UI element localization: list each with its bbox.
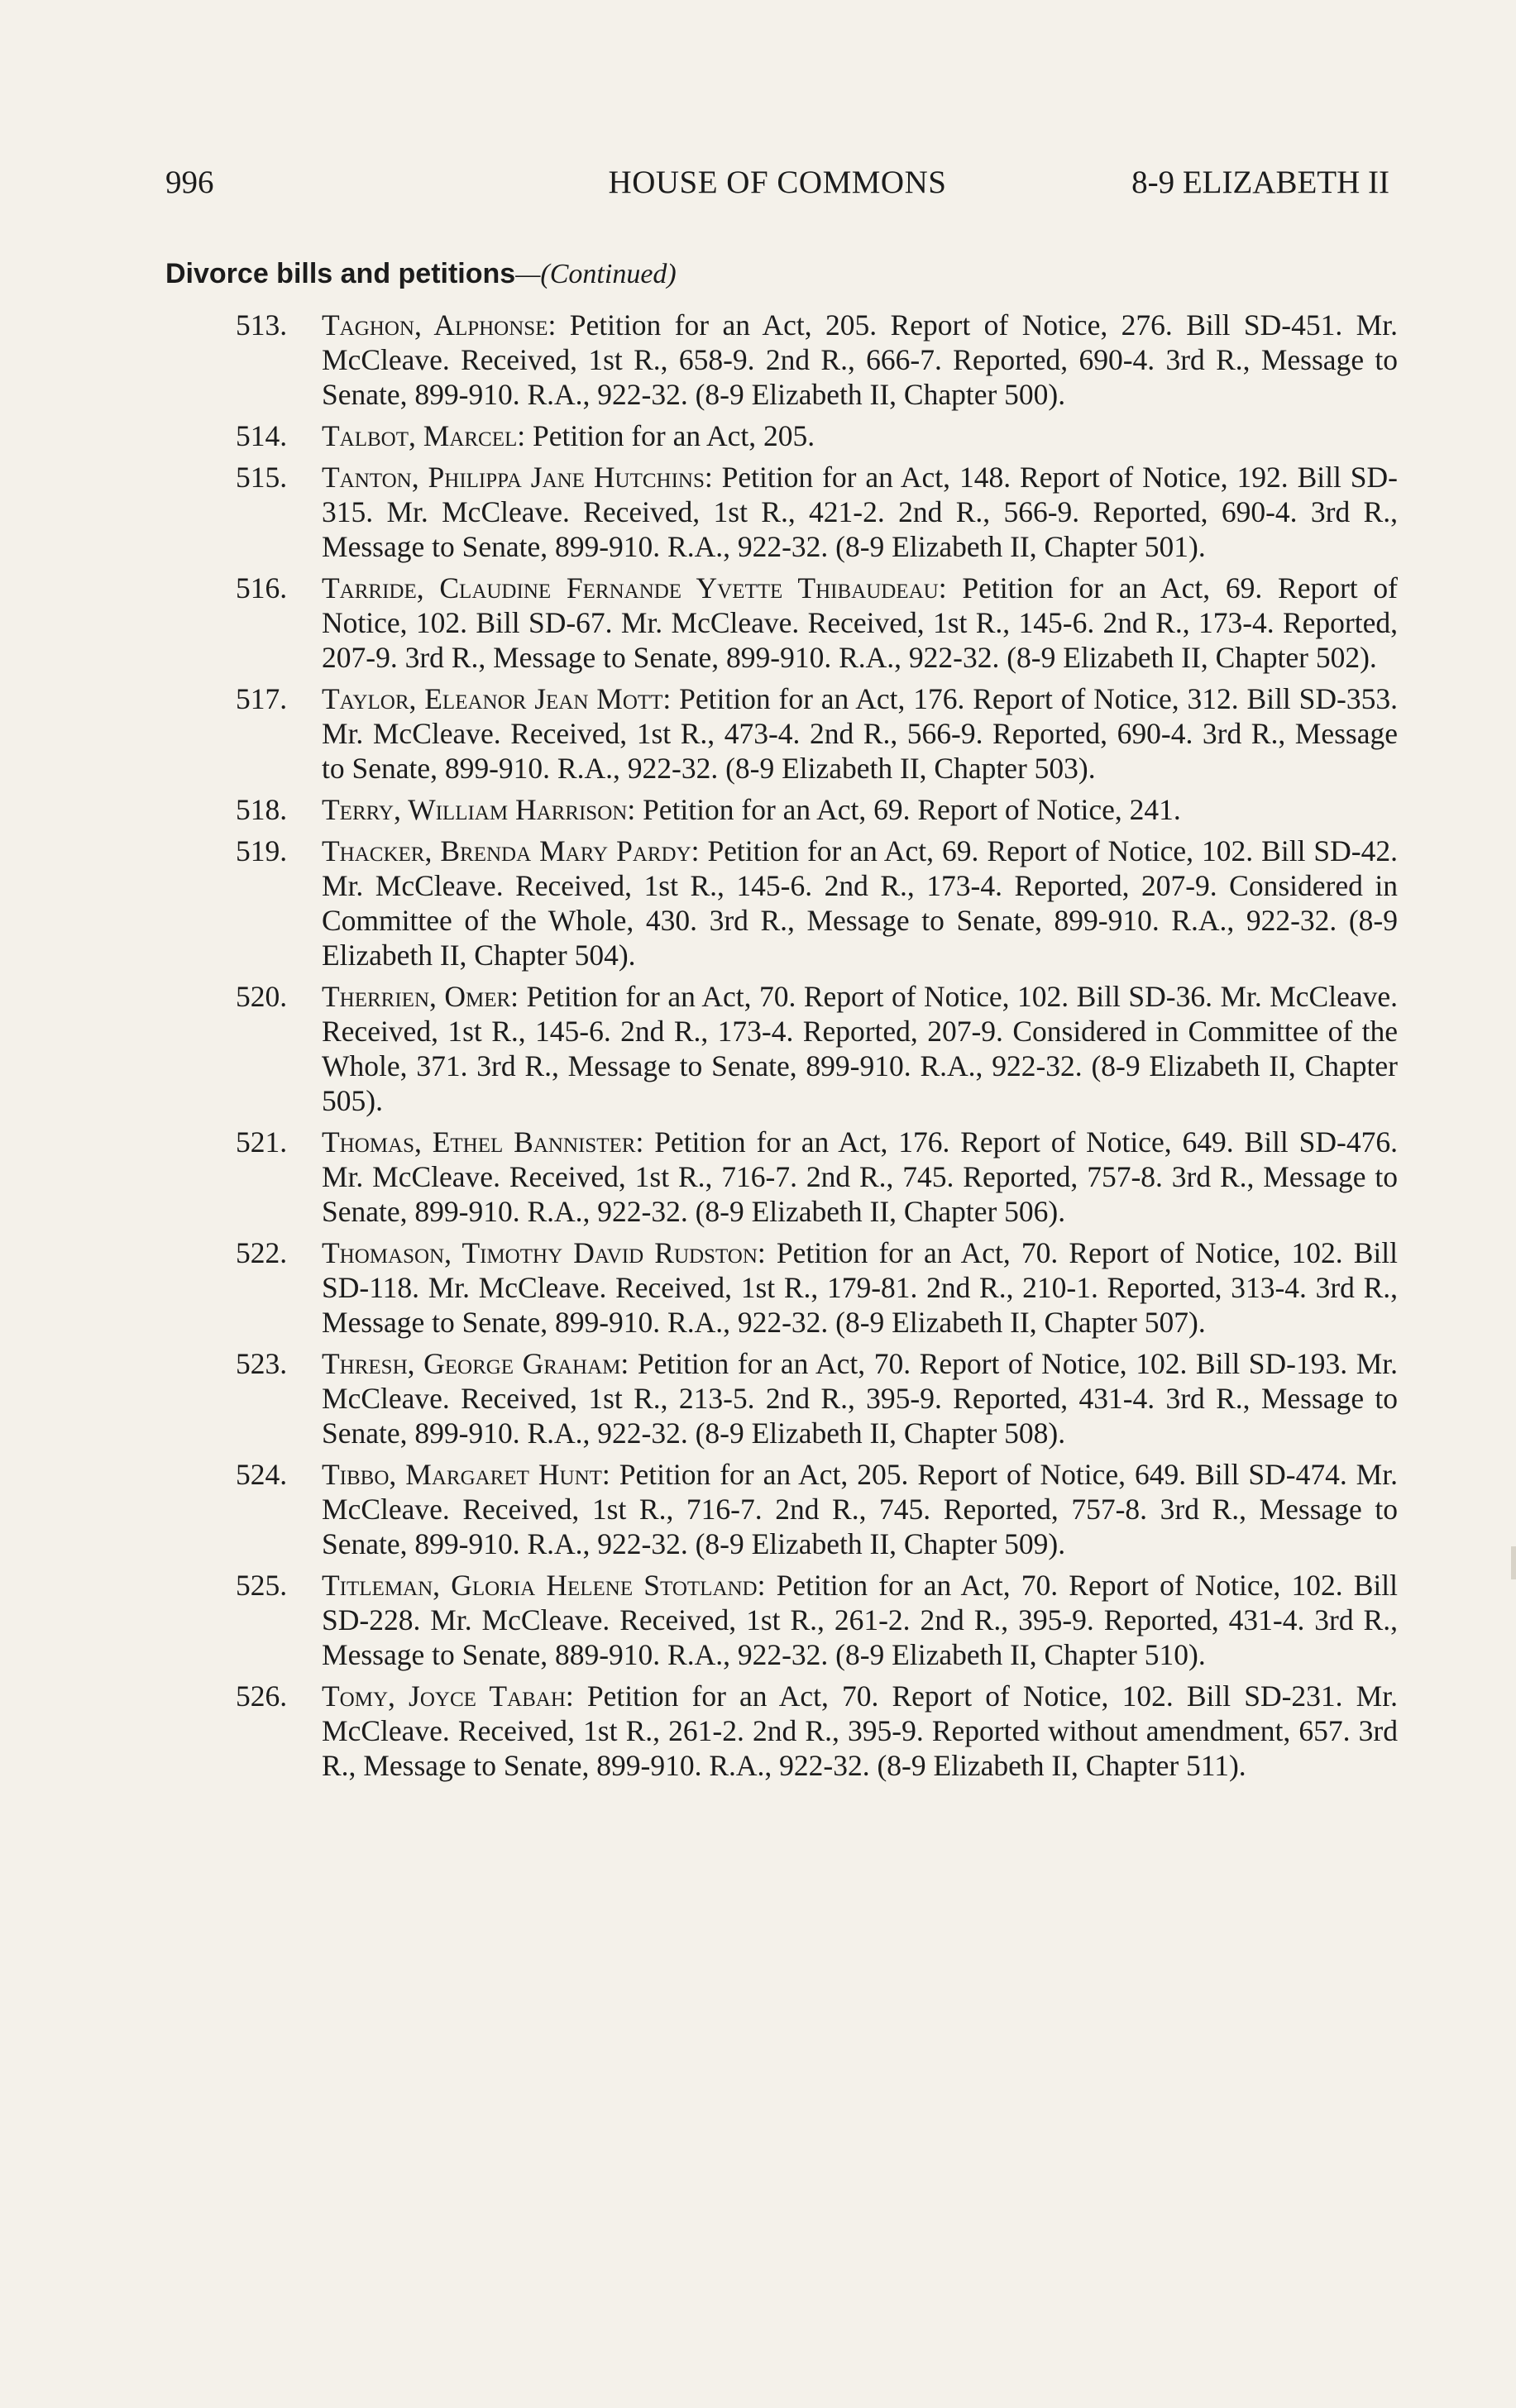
entry-number: 523. [236,1347,288,1380]
entry-number: 525. [236,1569,288,1602]
entry-text: Petition for an Act, 148. Report of Notice, 192. Bill SD-315. Mr. McCleave. Received, 1st R., 421-2. 2nd R., 566-9. Reported, 690-4. 3rd R., Message to Senate, 899-910. R.A., 922-32. (8-9 Elizabeth II, Chapter 501). [322,461,1398,563]
list-item [236,418,1398,453]
entry-text: Petition for an Act, 69. Report of Notice, 102. Bill SD-67. Mr. McCleave. Received, 1st R., 145-6. 2nd R., 173-4. Reported, 207-9. 3rd R., Message to Senate, 899-910. R.A., 922-32. (8-9 Elizabeth II, Chapter 502). [322,571,1399,674]
entry-text: Petition for an Act, 70. Report of Notice, 102. Bill SD-231. Mr. McCleave. Received, 1st R., 261-2. 2nd R., 395-9. Reported without amendment, 657. 3rd R., Message to Senate, 899-910. R.A., 922-32. (8-9 Elizabeth II, Chapter 511). [322,1679,1398,1782]
entry-name: Tarride, Claudine Fernande Yvette Thibaudeau: [322,571,947,604]
list-item [236,834,1398,972]
entry-number: 522. [236,1236,288,1269]
entry-name: Thomas, Ethel Bannister: [322,1125,644,1159]
entry-name: Taghon, Alphonse: [322,308,557,342]
entry-text: Petition for an Act, 70. Report of Notice, 102. Bill SD-118. Mr. McCleave. Received, 1st R., 179-81. 2nd R., 210-1. Reported, 313-4. 3rd R., Message to Senate, 899-910. R.A., 922-32. (8-9 Elizabeth II, Chapter 507). [322,1236,1398,1339]
entry-name: Taylor, Eleanor Jean Mott: [322,682,672,715]
entry-number: 518. [236,793,288,826]
list-item [236,1679,1398,1783]
entry-number: 517. [236,682,288,715]
entry-number: 526. [236,1679,288,1713]
page-edge-mark [1511,1546,1516,1579]
entry-text: Petition for an Act, 70. Report of Notice, 102. Bill SD-228. Mr. McCleave. Received, 1st R., 261-2. 2nd R., 395-9. Reported, 431-4. 3rd R., Message to Senate, 889-910. R.A., 922-32. (8-9 Elizabeth II, Chapter 510). [322,1569,1398,1671]
entry-list [236,308,1398,1789]
entry-number: 519. [236,834,288,867]
entry-name: Thomason, Timothy David Rudston: [322,1236,766,1269]
list-item [236,1235,1398,1340]
entry-name: Terry, William Harrison: [322,793,636,826]
entry-number: 514. [236,419,288,452]
entry-number: 521. [236,1125,288,1159]
section-heading [165,258,677,290]
entry-number: 520. [236,980,288,1013]
entry-text: Petition for an Act, 176. Report of Notice, 649. Bill SD-476. Mr. McCleave. Received, 1st R., 716-7. 2nd R., 745. Reported, 757-8. 3rd R., Message to Senate, 899-910. R.A., 922-32. (8-9 Elizabeth II, Chapter 506). [322,1125,1398,1228]
entry-name: Thacker, Brenda Mary Pardy: [322,834,700,867]
entry-text: Petition for an Act, 205. Report of Notice, 649. Bill SD-474. Mr. McCleave. Received, 1st R., 716-7. 2nd R., 745. Reported, 757-8. 3rd R., Message to Senate, 899-910. R.A., 922-32. (8-9 Elizabeth II, Chapter 509). [322,1458,1398,1560]
page-number: 996 [165,165,214,200]
header-regnal-year: 8-9 ELIZABETH II [1131,165,1389,200]
list-item [236,1346,1398,1450]
entry-name: Thresh, George Graham: [322,1347,629,1380]
section-title: Divorce bills and petitions [165,258,516,289]
list-item [236,792,1398,827]
header-title: HOUSE OF COMMONS [608,165,947,200]
entry-number: 524. [236,1458,288,1491]
list-item [236,571,1398,675]
running-header [165,164,1389,210]
entry-text: Petition for an Act, 70. Report of Notice, 102. Bill SD-36. Mr. McCleave. Received, 1st R., 145-6. 2nd R., 173-4. Reported, 207-9. Considered in Committee of the Whole, 371. 3rd R., Message to Senate, 899-910. R.A., 922-32. (8-9 Elizabeth II, Chapter 505). [322,980,1398,1117]
entry-name: Tomy, Joyce Tabah: [322,1679,574,1713]
list-item [236,308,1398,412]
list-item [236,1125,1398,1229]
entry-text: Petition for an Act, 205. Report of Notice, 276. Bill SD-451. Mr. McCleave. Received, 1st R., 658-9. 2nd R., 666-7. Reported, 690-4. 3rd R., Message to Senate, 899-910. R.A., 922-32. (8-9 Elizabeth II, Chapter 500). [322,308,1398,411]
entry-name: Tibbo, Margaret Hunt: [322,1458,610,1491]
entry-text: Petition for an Act, 205. [525,419,815,452]
entry-number: 513. [236,308,288,342]
entry-number: 516. [236,571,288,604]
entry-text: Petition for an Act, 69. Report of Notice, 102. Bill SD-42. Mr. McCleave. Received, 1st R., 145-6. 2nd R., 173-4. Reported, 207-9. Considered in Committee of the Whole, 430. 3rd R., Message to Senate, 899-910. R.A., 922-32. (8-9 Elizabeth II, Chapter 504). [322,834,1399,972]
entry-text: Petition for an Act, 176. Report of Notice, 312. Bill SD-353. Mr. McCleave. Received, 1st R., 473-4. 2nd R., 566-9. Reported, 690-4. 3rd R., Message to Senate, 899-910. R.A., 922-32. (8-9 Elizabeth II, Chapter 503). [322,682,1398,785]
entry-text: Petition for an Act, 69. Report of Notice, 241. [635,793,1181,826]
entry-number: 515. [236,461,288,494]
entry-name: Tanton, Philippa Jane Hutchins: [322,461,713,494]
list-item [236,460,1398,564]
entry-name: Therrien, Omer: [322,980,519,1013]
entry-text: Petition for an Act, 70. Report of Notice, 102. Bill SD-193. Mr. McCleave. Received, 1st R., 213-5. 2nd R., 395-9. Reported, 431-4. 3rd R., Message to Senate, 899-910. R.A., 922-32. (8-9 Elizabeth II, Chapter 508). [322,1347,1399,1450]
list-item [236,979,1398,1118]
list-item [236,1457,1398,1561]
list-item [236,1568,1398,1672]
entry-name: Titleman, Gloria Helene Stotland: [322,1569,766,1602]
section-continued: —(Continued) [515,259,677,289]
list-item [236,681,1398,786]
entry-name: Talbot, Marcel: [322,419,526,452]
